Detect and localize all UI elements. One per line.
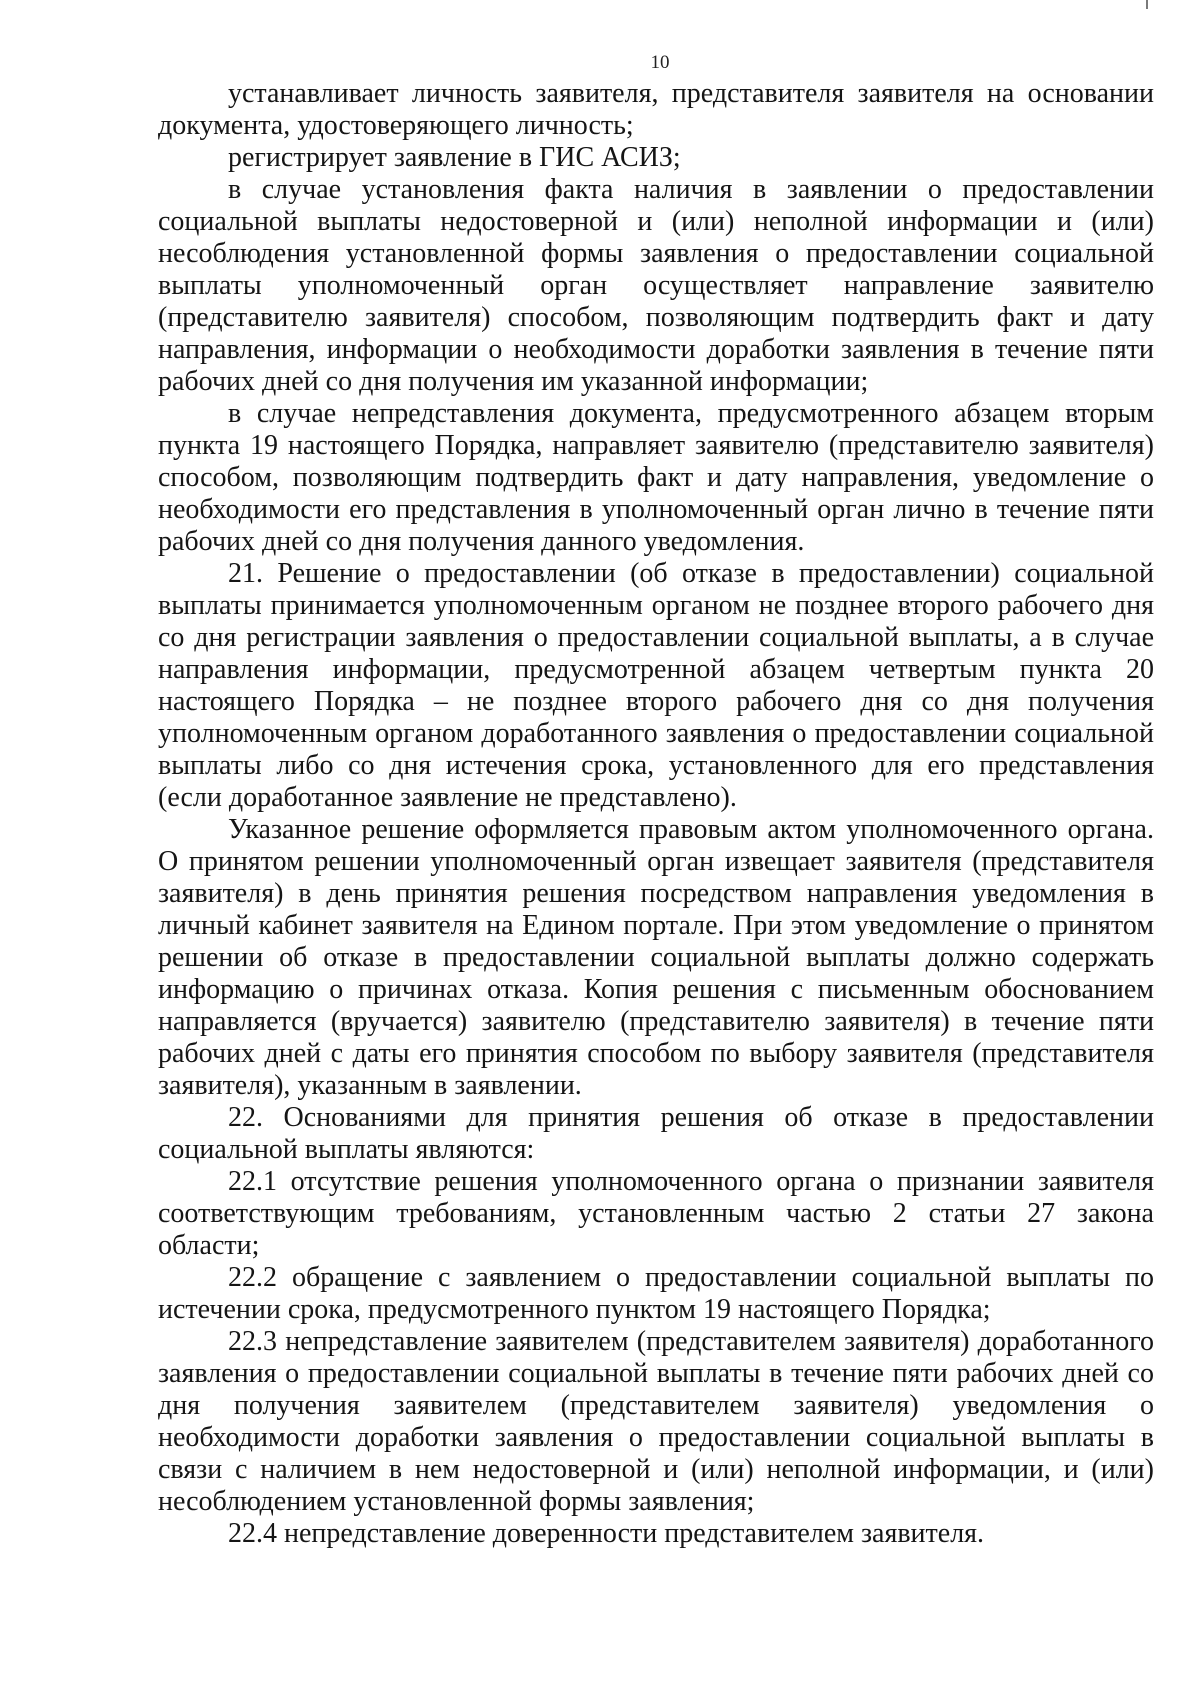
page-number: 10 [650,52,670,73]
paragraph-decision-notice: Указанное решение оформляется правовым актом уполномоченного органа. О принятом решении уполномоченный орган извещает заявителя (представителя заявителя) в день принятия решения посредством направления уведомления в личный кабинет заявителя на Едином портале. При этом уведомление о принятом решении об отказе в предоставлении социальной выплаты должно содержать информацию о причинах отказа. Копия решения с письменным обоснованием направляется (вручается) заявителю (представителю заявителя) в течение пяти рабочих дней с даты его принятия способом по выбору заявителя (представителя заявителя), указанным в заявлении. [158,814,1154,1101]
paragraph-missing-document: в случае непредставления документа, предусмотренного абзацем вторым пункта 19 настоящего Порядка, направляет заявителю (представителю заявителя) способом, позволяющим подтвердить факт и дату направления, уведомление о необходимости его представления в уполномоченный орган лично в течение пяти рабочих дней со дня получения данного уведомления. [158,398,1154,557]
paragraph-clause-22-3: 22.3 непредставление заявителем (представителем заявителя) доработанного заявления о предоставлении социальной выплаты в течение пяти рабочих дней со дня получения заявителем (представителем заявителя) уведомления о необходимости доработки заявления о предоставлении социальной выплаты в связи с наличием в нем недостоверной и (или) неполной информации, и (или) несоблюдением установленной формы заявления; [158,1326,1154,1517]
document-body [158,78,1154,1550]
paragraph-incomplete-info: в случае установления факта наличия в заявлении о предоставлении социальной выплаты недостоверной и (или) неполной информации и (или) несоблюдения установленной формы заявления о предоставлении социальной выплаты уполномоченный орган осуществляет направление заявителю (представителю заявителя) способом, позволяющим подтвердить факт и дату направления, информации о необходимости доработки заявления в течение пяти рабочих дней со дня получения им указанной информации; [158,174,1154,397]
paragraph-clause-22-4: 22.4 непредставление доверенности представителем заявителя. [228,1518,985,1549]
scan-edge-mark [1146,0,1148,9]
paragraph-clause-22: 22. Основаниями для принятия решения об отказе в предоставлении социальной выплаты являются: [158,1102,1154,1165]
paragraph-clause-22-2: 22.2 обращение с заявлением о предоставлении социальной выплаты по истечении срока, предусмотренного пунктом 19 настоящего Порядка; [158,1262,1154,1325]
paragraph-registration: регистрирует заявление в ГИС АСИЗ; [228,142,681,173]
paragraph-identity-check: устанавливает личность заявителя, представителя заявителя на основании документа, удостоверяющего личность; [158,78,1154,141]
paragraph-clause-21: 21. Решение о предоставлении (об отказе в предоставлении) социальной выплаты принимается уполномоченным органом не позднее второго рабочего дня со дня регистрации заявления о предоставлении социальной выплаты, а в случае направления информации, предусмотренной абзацем четвертым пункта 20 настоящего Порядка – не позднее второго рабочего дня со дня получения уполномоченным органом доработанного заявления о предоставлении социальной выплаты либо со дня истечения срока, установленного для его представления (если доработанное заявление не представлено). [158,558,1154,813]
paragraph-clause-22-1: 22.1 отсутствие решения уполномоченного органа о признании заявителя соответствующим требованиям, установленным частью 2 статьи 27 закона области; [158,1166,1154,1261]
